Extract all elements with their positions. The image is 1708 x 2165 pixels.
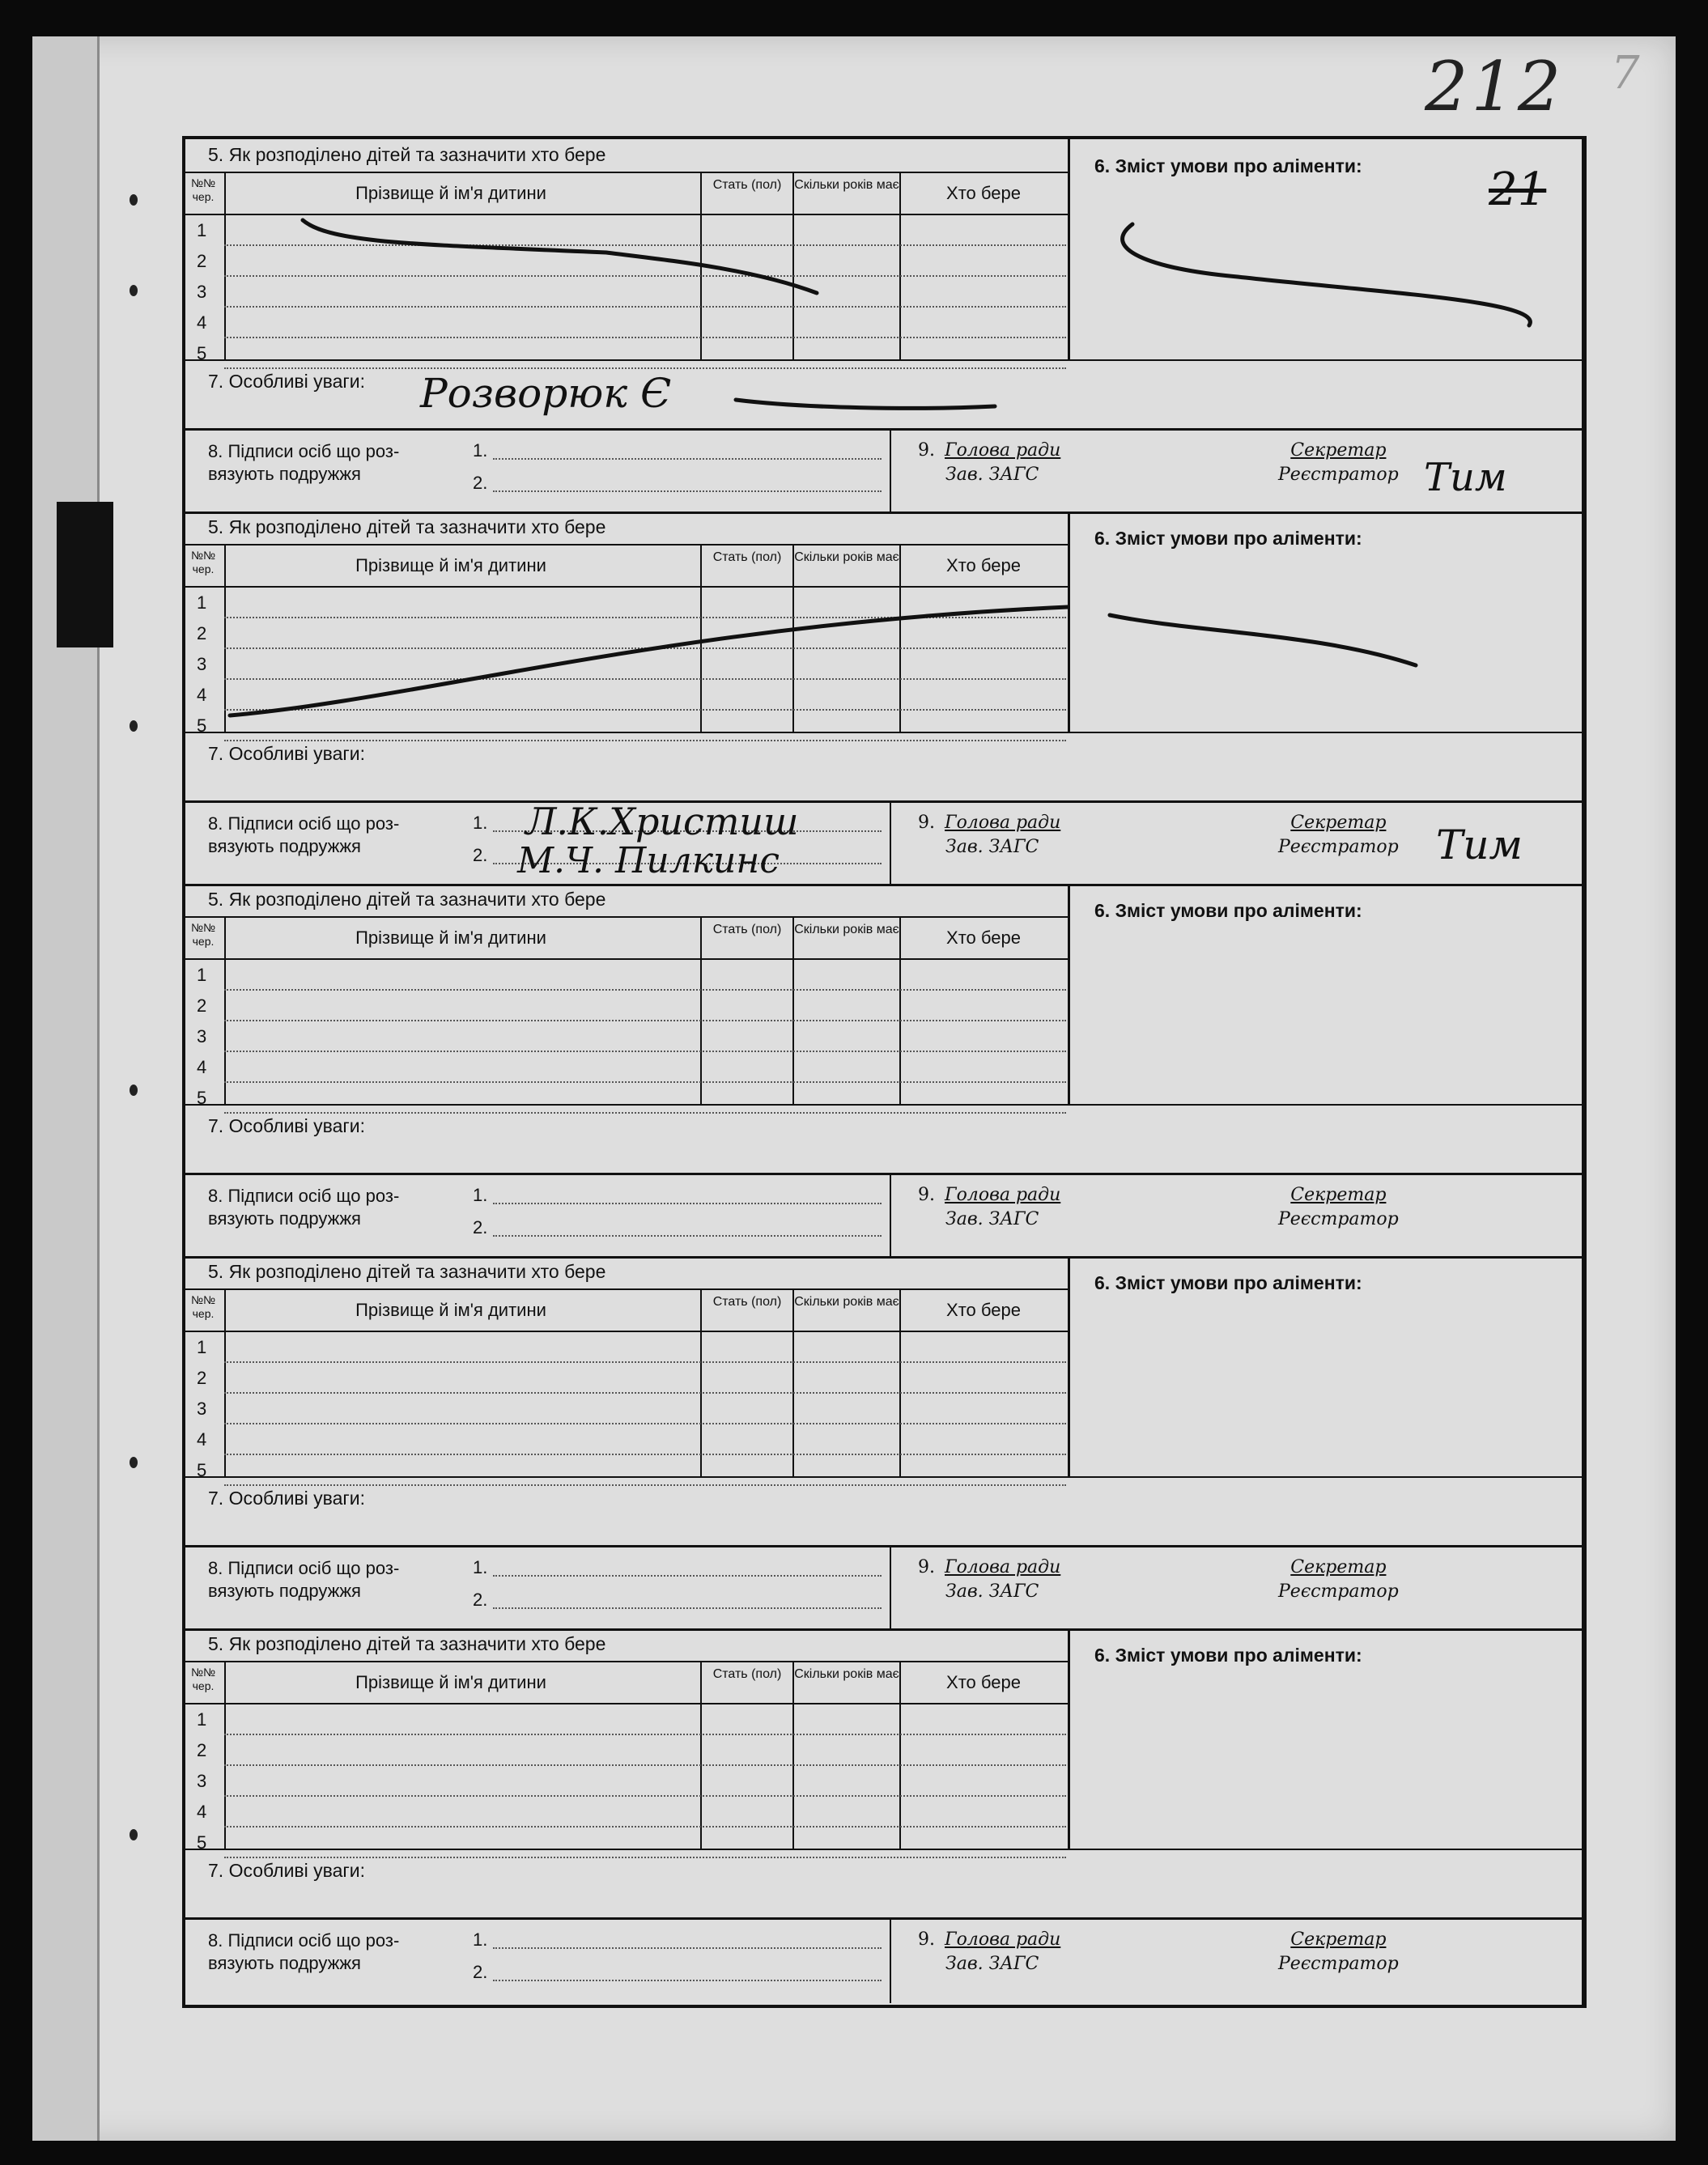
row-number: 2 [197,1740,207,1760]
table-column-line [792,173,794,361]
record-block [185,1256,1582,1631]
record-block [185,139,1582,514]
table-column-line [899,1290,901,1478]
alimony-section [1068,884,1584,1104]
special-notes-section [185,1104,1582,1174]
chairman-title: Голова ради [945,1185,1061,1205]
children-table-header [185,545,1068,588]
row-number: 4 [197,685,207,705]
secretary-title: Секретар [1290,1929,1387,1950]
children-table-header [185,1290,1068,1332]
table-column-line [792,918,794,1106]
block1-notes-handwriting: Розворюк Є [420,370,672,417]
section-8-line2: вязують подружжя [208,1581,361,1601]
row-number: 1 [197,592,207,613]
col-name-header: Прізвище й ім'я дитини [355,928,546,948]
signatures-divider [890,431,891,514]
row-dotted-line [224,275,1066,277]
children-table [185,1288,1068,1478]
section-6-label: 6. Зміст умови про аліменти: [1094,1272,1362,1293]
chairman-block [918,811,1060,860]
table-column-line [224,1662,226,1850]
secretary-title: Секретар [1290,1557,1387,1577]
row-number: 1 [197,1337,207,1357]
secretary-block [1278,811,1399,860]
chairman-block [918,1556,1060,1604]
registrar-title: Реєстратор [1278,837,1399,857]
binding-hole [130,1457,138,1468]
row-number: 2 [197,995,207,1016]
table-column-line [700,1290,702,1478]
section-8-line1: 8. Підписи осіб що роз- [208,1186,400,1206]
signature-1-number: 1. [473,1557,488,1577]
row-dotted-line [224,1826,1066,1828]
alimony-section [1068,1256,1584,1476]
zags-title: Зав. ЗАГС [945,1581,1039,1602]
section-8-label [208,1185,399,1230]
children-table [185,916,1068,1106]
zags-title: Зав. ЗАГС [945,837,1039,857]
chairman-number: 9. [918,1929,935,1950]
table-column-line [224,545,226,733]
special-notes-section [185,1849,1582,1919]
special-notes-section [185,732,1582,802]
row-dotted-line [224,1423,1066,1424]
secretary-title: Секретар [1290,1185,1387,1205]
col-years-header: Скільки років має [794,550,899,564]
table-column-line [700,545,702,733]
table-column-line [224,918,226,1106]
col-number-header: №№ чер. [190,1293,216,1320]
section-7-label: 7. Особливі уваги: [208,1860,366,1881]
row-dotted-line [224,1051,1066,1052]
row-dotted-line [224,989,1066,991]
table-column-line [899,1662,901,1850]
chairman-block [918,1928,1060,1976]
special-notes-section [185,1476,1582,1547]
table-column-line [899,545,901,733]
row-number: 1 [197,1709,207,1730]
chairman-number: 9. [918,1185,935,1205]
col-name-header: Прізвище й ім'я дитини [355,555,546,575]
signature-1-number: 1. [473,813,488,833]
binding-hole [130,285,138,296]
row-dotted-line [224,1361,1066,1363]
chairman-number: 9. [918,440,935,461]
signatures-section [185,428,1582,514]
section-8-label [208,813,399,858]
chairman-title: Голова ради [945,1557,1061,1577]
col-years-header: Скільки років має [794,178,899,192]
signature-1-line [493,1203,882,1204]
binding-hole [130,1829,138,1840]
signature-1-line [493,1947,882,1949]
signatures-divider [890,1175,891,1259]
row-number: 3 [197,654,207,674]
col-number-header: №№ чер. [190,549,216,575]
signatures-section [185,1545,1582,1631]
table-column-line [224,1290,226,1478]
chairman-line [918,811,1060,835]
row-dotted-line [224,647,1066,649]
col-name-header: Прізвище й ім'я дитини [355,1300,546,1320]
secretary-block [1278,439,1399,487]
row-number: 3 [197,282,207,302]
signature-2-number: 2. [473,845,488,865]
section-8-label [208,1929,399,1975]
col-name-header: Прізвище й ім'я дитини [355,1672,546,1692]
signatures-section [185,1173,1582,1259]
chairman-line [918,439,1060,463]
col-who-header: Хто бере [946,1300,1021,1320]
registrar-title: Реєстратор [1278,1209,1399,1229]
signature-1-number: 1. [473,1185,488,1205]
col-number-header: №№ чер. [190,921,216,948]
row-number: 4 [197,1429,207,1450]
col-years-header: Скільки років має [794,1667,899,1681]
section-8-label [208,440,399,486]
row-number: 2 [197,251,207,271]
signatures-divider [890,1920,891,2003]
row-number: 1 [197,965,207,985]
section-8-line1: 8. Підписи осіб що роз- [208,1558,400,1578]
signatures-divider [890,803,891,886]
col-sex-header: Стать (пол) [712,550,782,564]
table-column-line [792,545,794,733]
chairman-block [918,439,1060,487]
signature-2-line [493,1980,882,1981]
table-column-line [700,1662,702,1850]
section-8-line2: вязують подружжя [208,464,361,484]
table-column-line [899,173,901,361]
section-7-label: 7. Особливі уваги: [208,1488,366,1509]
secretary-title: Секретар [1290,440,1387,461]
table-column-line [700,173,702,361]
zags-title: Зав. ЗАГС [945,1954,1039,1974]
chairman-line [918,1183,1060,1208]
chairman-title: Голова ради [945,813,1061,833]
table-column-line [700,918,702,1106]
signatures-section [185,800,1582,886]
zags-title: Зав. ЗАГС [945,1209,1039,1229]
row-dotted-line [224,1454,1066,1455]
block2-signature-2: М.Ч. Пилкинс [517,840,780,881]
section-6-label: 6. Зміст умови про аліменти: [1094,1645,1362,1666]
chairman-line [918,1928,1060,1952]
section-8-line1: 8. Підписи осіб що роз- [208,441,400,461]
chairman-line [918,1556,1060,1580]
section-5-label: 5. Як розподілено дітей та зазначити хто бере [208,889,606,910]
signature-2-line [493,490,882,492]
signature-1-line [493,458,882,460]
registrar-title: Реєстратор [1278,1581,1399,1602]
section-6-label: 6. Зміст умови про аліменти: [1094,900,1362,921]
row-dotted-line [224,617,1066,618]
block2-secretary-signature: Тим [1436,821,1523,868]
secretary-block [1278,1556,1399,1604]
chairman-number: 9. [918,1557,935,1577]
children-table-header [185,918,1068,960]
children-table-header [185,1662,1068,1704]
row-number: 5 [197,343,207,363]
col-who-header: Хто бере [946,928,1021,948]
col-name-header: Прізвище й ім'я дитини [355,183,546,203]
section-5-label: 5. Як розподілено дітей та зазначити хто бере [208,1261,606,1282]
row-dotted-line [224,1081,1066,1083]
section-5-label: 5. Як розподілено дітей та зазначити хто бере [208,1633,606,1654]
table-column-line [792,1662,794,1850]
row-number: 5 [197,715,207,736]
block2-signature-1: Л.К.Христиш [525,800,799,843]
block1-secretary-signature: Тим [1424,455,1507,500]
block1-strike-number: 21 [1489,163,1547,216]
chairman-block [918,1183,1060,1232]
col-who-header: Хто бере [946,183,1021,203]
record-block [185,1628,1582,2001]
col-sex-header: Стать (пол) [712,178,782,192]
col-sex-header: Стать (пол) [712,1667,782,1681]
section-8-line2: вязують подружжя [208,836,361,856]
row-number: 1 [197,220,207,240]
alimony-section [1068,1628,1584,1849]
signature-2-number: 2. [473,473,488,493]
binding-hole [130,194,138,206]
row-dotted-line [224,1795,1066,1797]
row-number: 4 [197,312,207,333]
page-number: 212 [1425,47,1565,126]
section-8-label [208,1557,399,1603]
record-block [185,512,1582,886]
signatures-divider [890,1547,891,1631]
children-table [185,172,1068,361]
col-who-header: Хто бере [946,1672,1021,1692]
section-5-label: 5. Як розподілено дітей та зазначити хто бере [208,516,606,537]
children-table [185,1661,1068,1853]
page-binding-strip [32,36,100,2141]
row-number: 3 [197,1771,207,1791]
signatures-section [185,1917,1582,2003]
row-number: 3 [197,1399,207,1419]
chairman-title: Голова ради [945,1929,1061,1950]
zags-title: Зав. ЗАГС [945,465,1039,485]
col-years-header: Скільки років має [794,923,899,936]
signature-2-number: 2. [473,1962,488,1982]
record-block [185,884,1582,1259]
col-sex-header: Стать (пол) [712,923,782,936]
signature-1-number: 1. [473,440,488,461]
signature-2-line [493,1235,882,1237]
chairman-number: 9. [918,813,935,833]
section-8-line1: 8. Підписи осіб що роз- [208,1930,400,1951]
page-number-extra: 7 [1611,47,1640,100]
col-years-header: Скільки років має [794,1295,899,1309]
row-number: 4 [197,1802,207,1822]
row-number: 3 [197,1026,207,1046]
children-table-header [185,173,1068,215]
section-7-label: 7. Особливі уваги: [208,371,366,392]
secretary-block [1278,1928,1399,1976]
row-number: 2 [197,623,207,643]
col-number-header: №№ чер. [190,1666,216,1692]
special-notes-section [185,359,1582,430]
row-number: 2 [197,1368,207,1388]
row-dotted-line [224,1020,1066,1021]
row-number: 4 [197,1057,207,1077]
section-8-line1: 8. Підписи осіб що роз- [208,813,400,834]
col-number-header: №№ чер. [190,176,216,203]
section-7-label: 7. Особливі уваги: [208,743,366,764]
row-dotted-line [224,306,1066,308]
signature-1-number: 1. [473,1929,488,1950]
torn-binding-mark [57,502,113,647]
children-table [185,544,1068,736]
signature-2-number: 2. [473,1590,488,1610]
secretary-title: Секретар [1290,813,1387,833]
row-number: 5 [197,1832,207,1853]
section-7-label: 7. Особливі уваги: [208,1115,366,1136]
row-dotted-line [224,337,1066,338]
signature-1-line [493,1575,882,1577]
signature-2-number: 2. [473,1217,488,1237]
binding-hole [130,1085,138,1096]
row-number: 5 [197,1088,207,1108]
section-6-label: 6. Зміст умови про аліменти: [1094,528,1362,549]
row-dotted-line [224,1734,1066,1735]
section-8-line2: вязують подружжя [208,1953,361,1973]
row-dotted-line [224,1764,1066,1766]
table-column-line [224,173,226,361]
section-8-line2: вязують подружжя [208,1208,361,1229]
signature-2-line [493,1607,882,1609]
divorce-record-form [182,136,1587,2008]
table-column-line [792,1290,794,1478]
binding-hole [130,720,138,732]
row-dotted-line [224,244,1066,246]
row-dotted-line [224,678,1066,680]
registrar-title: Реєстратор [1278,1954,1399,1974]
chairman-title: Голова ради [945,440,1061,461]
row-number: 5 [197,1460,207,1480]
secretary-block [1278,1183,1399,1232]
section-6-label: 6. Зміст умови про аліменти: [1094,155,1362,176]
section-5-label: 5. Як розподілено дітей та зазначити хто бере [208,144,606,165]
alimony-section [1068,512,1584,732]
col-sex-header: Стать (пол) [712,1295,782,1309]
col-who-header: Хто бере [946,555,1021,575]
row-dotted-line [224,1392,1066,1394]
table-column-line [899,918,901,1106]
row-dotted-line [224,709,1066,711]
registrar-title: Реєстратор [1278,465,1399,485]
